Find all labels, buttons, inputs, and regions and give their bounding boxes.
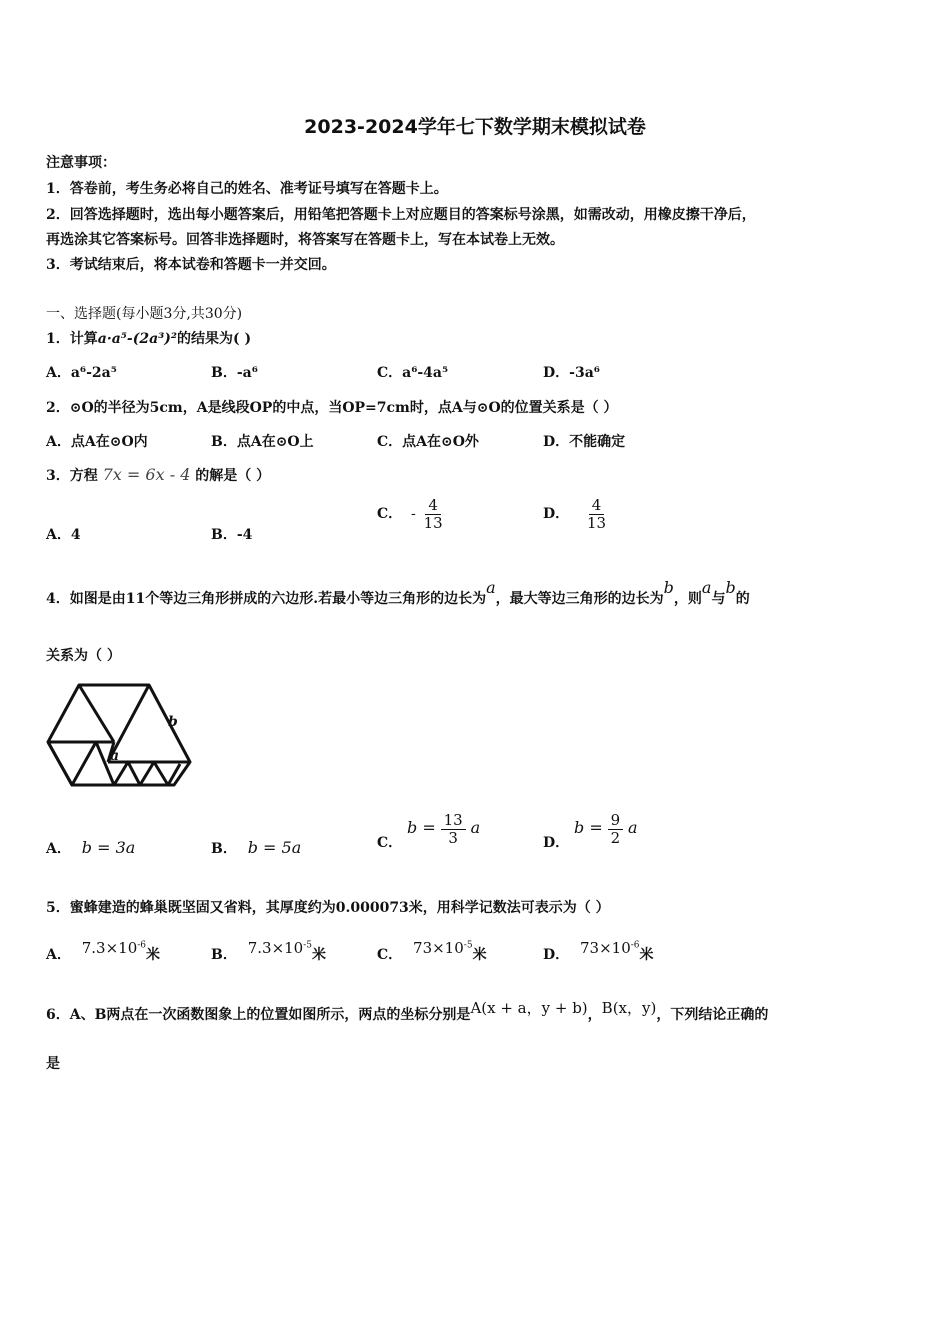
q1-option-c[interactable]: C．a⁶-4a⁵	[377, 365, 449, 381]
q5-option-c-label: C．	[377, 947, 403, 963]
q4-text-5: 的	[735, 591, 750, 607]
q4-option-d[interactable]	[543, 811, 638, 851]
question-5: 5．蜜蜂建造的蜂巢既坚固又省料，其厚度约为0.000073米，用科学记数法可表示为（ ）	[46, 900, 610, 916]
small-triangles-row	[114, 762, 180, 785]
hexagon-outline	[48, 685, 190, 785]
q4-option-b-expr: b = 5a	[247, 838, 302, 857]
q5-option-c[interactable]	[377, 938, 487, 963]
q6-coord-a: A(x + a，y + b)	[470, 999, 588, 1017]
q4-option-a-expr: b = 3a	[81, 838, 136, 857]
q2-option-a[interactable]: A．点A在⊙O内	[46, 434, 148, 450]
q3-option-c-sign: -	[411, 506, 416, 522]
q5-option-a-label: A．	[46, 947, 71, 963]
q4-var-b: b	[663, 578, 674, 597]
q3-option-c[interactable]	[377, 497, 446, 531]
q6-text-2: ，下列结论正确的	[656, 1007, 769, 1023]
q4-option-c[interactable]	[377, 811, 481, 851]
q4-option-c-label: C．	[377, 835, 403, 851]
q4-option-d-lhs: b =	[574, 818, 603, 837]
q4-text-1: 4．如图是由11个等边三角形拼成的六边形.若最小等边三角形的边长为	[46, 591, 487, 607]
q4-text-2: ，最大等边三角形的边长为	[495, 591, 664, 607]
q1-option-b[interactable]: B．-a⁶	[211, 365, 258, 381]
question-4-line-2: 关系为（ ）	[46, 648, 121, 664]
q5-option-a-base: 7.3×10	[81, 939, 138, 957]
q4-option-c-fraction	[441, 812, 466, 846]
q3-option-c-numerator: 4	[425, 497, 441, 515]
q5-option-b-base: 7.3×10	[247, 939, 304, 957]
triangle-edge	[48, 742, 96, 785]
q5-option-a-exp: -6	[137, 940, 147, 951]
q5-option-d-exp: -6	[630, 940, 640, 951]
q4-text-3: ，则	[673, 591, 702, 607]
q3-option-c-denominator: 13	[423, 513, 443, 532]
q3-option-b[interactable]: B．-4	[211, 527, 253, 543]
q2-option-b[interactable]: B．点A在⊙O上	[211, 434, 314, 450]
q4-option-c-numerator: 13	[441, 812, 466, 830]
q5-option-c-exp: -5	[463, 940, 473, 951]
q3-prefix: 3．方程	[46, 468, 98, 484]
q4-option-b-label: B．	[211, 841, 237, 857]
q5-option-b[interactable]	[211, 938, 327, 963]
q4-var-b-2: b	[725, 578, 736, 597]
q5-option-d-unit: 米	[639, 947, 654, 963]
q2-option-d[interactable]: D．不能确定	[543, 434, 626, 450]
q5-option-b-label: B．	[211, 947, 237, 963]
q6-separator: ，	[587, 1007, 602, 1023]
q4-text-4: 与	[711, 591, 726, 607]
q3-suffix: 的解是（ ）	[195, 468, 271, 484]
q2-option-c[interactable]: C．点A在⊙O外	[377, 434, 479, 450]
page-title: 2023-2024学年七下数学期末模拟试卷	[304, 116, 646, 138]
q1-option-d[interactable]: D．-3a⁶	[543, 365, 600, 381]
section-heading: 一、选择题(每小题3分,共30分)	[46, 306, 243, 322]
question-6-line-2: 是	[46, 1056, 60, 1072]
question-6	[46, 999, 769, 1024]
q3-option-c-label: C．	[377, 506, 403, 522]
notice-line-1: 1．答卷前，考生务必将自己的姓名、准考证号填写在答题卡上。	[46, 181, 448, 197]
question-2: 2．⊙O的半径为5cm，A是线段OP的中点，当OP=7cm时，点A与⊙O的位置关系是（ ）	[46, 400, 618, 416]
figure-label-a: a	[110, 748, 120, 764]
q5-option-d[interactable]	[543, 938, 654, 963]
q5-option-b-exp: -5	[303, 940, 313, 951]
q3-option-d-fraction	[584, 497, 609, 531]
q5-option-d-label: D．	[543, 947, 570, 963]
q4-option-c-lhs: b =	[407, 818, 436, 837]
question-3	[46, 465, 270, 485]
q5-option-c-base: 73×10	[413, 939, 464, 957]
q4-option-d-var: a	[628, 818, 638, 837]
notice-line-3: 再选涂其它答案标号。回答非选择题时，将答案写在答题卡上，写在本试卷上无效。	[46, 232, 564, 248]
q1-suffix: 的结果为( )	[177, 331, 252, 347]
q3-option-d-numerator: 4	[589, 497, 605, 515]
notice-line-2: 2．回答选择题时，选出每小题答案后，用铅笔把答题卡上对应题目的答案标号涂黑，如需改动，用橡皮擦干净后，	[46, 207, 756, 223]
notice-line-4: 3．考试结束后，将本试卷和答题卡一并交回。	[46, 257, 336, 273]
q6-coord-b: B(x，y)	[601, 999, 657, 1017]
q4-option-b[interactable]	[211, 838, 301, 858]
q5-option-a-unit: 米	[146, 947, 161, 963]
q3-option-a[interactable]: A．4	[46, 527, 81, 543]
hexagon-triangle-figure	[44, 680, 194, 790]
figure-label-b: b	[168, 714, 178, 730]
q5-option-d-base: 73×10	[580, 939, 631, 957]
q4-option-a-label: A．	[46, 841, 71, 857]
q4-option-d-numerator: 9	[608, 812, 624, 830]
q4-option-d-label: D．	[543, 835, 570, 851]
q4-var-a-2: a	[701, 578, 712, 597]
q3-option-d-denominator: 13	[587, 513, 607, 532]
question-1	[46, 328, 251, 348]
q4-option-d-denominator: 2	[610, 828, 621, 847]
q1-option-a[interactable]: A．a⁶-2a⁵	[46, 365, 117, 381]
q3-option-d-label: D．	[543, 506, 570, 522]
q3-option-c-fraction	[421, 497, 446, 531]
q3-equation: 7x = 6x - 4	[102, 465, 191, 484]
notice-heading: 注意事项：	[46, 155, 116, 171]
q1-prefix: 1．计算	[46, 331, 98, 347]
q4-option-a[interactable]	[46, 838, 135, 858]
q4-option-c-denominator: 3	[448, 828, 458, 847]
q5-option-a[interactable]	[46, 938, 161, 963]
q3-option-d[interactable]	[543, 497, 609, 531]
q1-expression: a·a⁵-(2a³)²	[97, 331, 178, 347]
triangle-edge	[79, 685, 114, 742]
q4-option-d-fraction	[608, 812, 624, 846]
q5-option-b-unit: 米	[312, 947, 327, 963]
q4-option-c-var: a	[470, 818, 481, 837]
q5-option-c-unit: 米	[472, 947, 487, 963]
question-4	[46, 578, 750, 608]
q4-var-a: a	[486, 578, 496, 597]
q6-text-1: 6．A、B两点在一次函数图象上的位置如图所示，两点的坐标分别是	[46, 1007, 471, 1023]
